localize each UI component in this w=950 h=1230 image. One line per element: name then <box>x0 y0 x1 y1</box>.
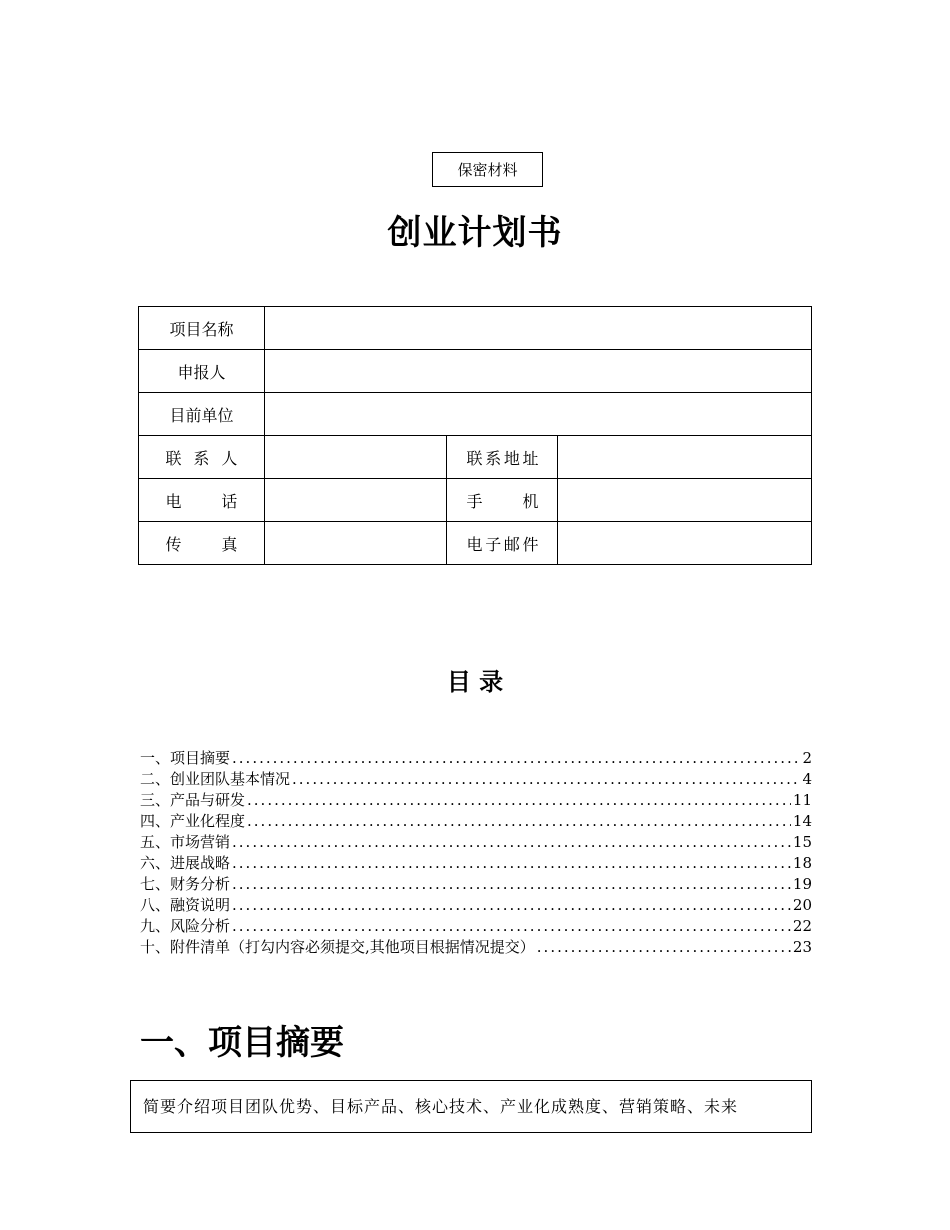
toc-leader <box>232 748 800 769</box>
address-field[interactable] <box>558 436 812 479</box>
toc-item-page: 14 <box>792 812 812 830</box>
toc-leader <box>232 895 791 916</box>
contact-field[interactable] <box>264 436 446 479</box>
phone-field[interactable] <box>264 479 446 522</box>
project-name-field[interactable] <box>264 307 811 350</box>
toc-item[interactable] <box>140 916 812 937</box>
applicant-field[interactable] <box>264 350 811 393</box>
toc-item-page: 4 <box>802 770 812 788</box>
fax-label-text: 传 真 <box>165 534 238 554</box>
table-row <box>139 436 812 479</box>
toc-item[interactable] <box>140 811 812 832</box>
toc-item-page: 19 <box>792 875 812 893</box>
toc-item-label: 六、进展战略 <box>140 854 231 872</box>
table-row <box>139 350 812 393</box>
toc-item[interactable] <box>140 790 812 811</box>
toc-item-label: 二、创业团队基本情况 <box>140 770 291 788</box>
toc-item-page: 20 <box>792 896 812 914</box>
confidential-badge: 保密材料 <box>432 152 543 187</box>
toc-leader <box>232 874 791 895</box>
contact-label-text: 联 系 人 <box>165 448 238 468</box>
unit-field[interactable] <box>264 393 811 436</box>
toc-leader <box>232 853 791 874</box>
toc-item[interactable] <box>140 748 812 769</box>
toc-item-label: 五、市场营销 <box>140 833 231 851</box>
table-row <box>139 522 812 565</box>
toc-item[interactable] <box>140 895 812 916</box>
toc-item-page: 23 <box>792 938 812 956</box>
toc-item[interactable] <box>140 874 812 895</box>
table-of-contents <box>140 748 812 958</box>
toc-item-page: 11 <box>792 791 812 809</box>
toc-leader <box>232 832 791 853</box>
toc-item[interactable] <box>140 769 812 790</box>
document-title: 创业计划书 <box>387 213 563 253</box>
toc-item-label: 四、产业化程度 <box>140 812 246 830</box>
table-row <box>139 393 812 436</box>
toc-title: 目 录 <box>446 667 504 696</box>
toc-item[interactable] <box>140 937 812 958</box>
toc-leader <box>247 811 791 832</box>
toc-leader <box>232 916 791 937</box>
toc-item-page: 22 <box>792 917 812 935</box>
contact-label <box>139 436 265 479</box>
email-field[interactable] <box>558 522 812 565</box>
toc-item-label: 九、风险分析 <box>140 917 231 935</box>
unit-label: 目前单位 <box>139 393 265 436</box>
toc-item-page: 18 <box>792 854 812 872</box>
summary-text: 简要介绍项目团队优势、目标产品、核心技术、产业化成熟度、营销策略、未来 <box>143 1097 739 1116</box>
toc-leader <box>292 769 800 790</box>
mobile-label <box>446 479 558 522</box>
mobile-field[interactable] <box>558 479 812 522</box>
table-row <box>139 307 812 350</box>
table-row <box>139 479 812 522</box>
project-name-label: 项目名称 <box>139 307 265 350</box>
applicant-label: 申报人 <box>139 350 265 393</box>
project-info-table <box>138 306 812 565</box>
section-heading: 一、项目摘要 <box>140 1023 344 1063</box>
email-label-text: 电子邮件 <box>466 534 539 554</box>
toc-item-label: 七、财务分析 <box>140 875 231 893</box>
toc-leader <box>247 790 791 811</box>
toc-item-label: 一、项目摘要 <box>140 749 231 767</box>
toc-item-page: 2 <box>802 749 812 767</box>
email-label <box>446 522 558 565</box>
address-label <box>446 436 558 479</box>
address-label-text: 联系地址 <box>466 448 539 468</box>
summary-box[interactable] <box>130 1080 812 1133</box>
toc-leader <box>537 937 791 958</box>
fax-label <box>139 522 265 565</box>
toc-item-label: 三、产品与研发 <box>140 791 246 809</box>
mobile-label-text: 手 机 <box>466 491 539 511</box>
toc-item-label: 十、附件清单（打勾内容必须提交,其他项目根据情况提交） <box>140 938 535 956</box>
toc-item-label: 八、融资说明 <box>140 896 231 914</box>
fax-field[interactable] <box>264 522 446 565</box>
toc-item[interactable] <box>140 853 812 874</box>
toc-item-page: 15 <box>792 833 812 851</box>
phone-label-text: 电 话 <box>165 491 238 511</box>
phone-label <box>139 479 265 522</box>
toc-item[interactable] <box>140 832 812 853</box>
